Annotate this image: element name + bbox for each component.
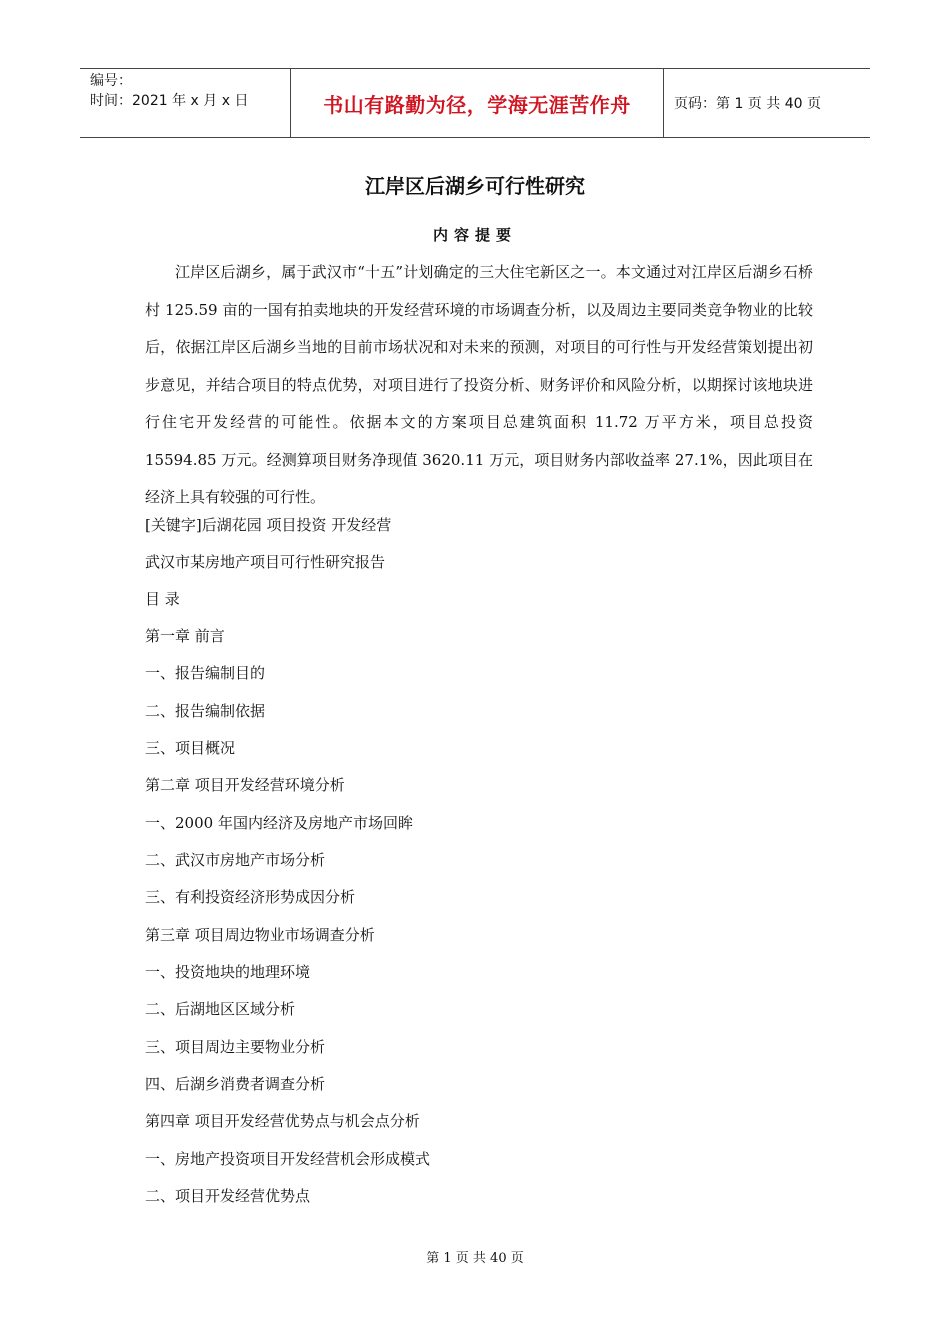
keywords-line: [关键字]后湖花园 项目投资 开发经营 — [145, 516, 392, 534]
toc-item: 四、后湖乡消费者调查分析 — [145, 1075, 326, 1093]
toc-item: 第一章 前言 — [145, 627, 225, 645]
toc-item: 一、投资地块的地理环境 — [145, 963, 311, 981]
toc-item: 二、后湖地区区域分析 — [145, 1000, 296, 1018]
toc-item: 三、有利投资经济形势成因分析 — [145, 888, 356, 906]
toc-item: 第二章 项目开发经营环境分析 — [145, 776, 345, 794]
report-title-line: 武汉市某房地产项目可行性研究报告 — [145, 553, 386, 571]
motto-text: 书山有路勤为径，学海无涯苦作舟 — [323, 92, 631, 117]
toc-item: 一、房地产投资项目开发经营机会形成模式 — [145, 1150, 431, 1168]
page-footer: 第 1 页 共 40 页 — [426, 1251, 524, 1266]
toc-item: 二、项目开发经营优势点 — [145, 1187, 311, 1205]
toc-item: 三、项目概况 — [145, 739, 236, 757]
header-page-info — [664, 69, 870, 137]
abstract-heading: 内容提要 — [432, 226, 517, 244]
toc-item: 二、武汉市房地产市场分析 — [145, 851, 326, 869]
time-label: 时间：2021 年 x 月 x 日 — [90, 93, 249, 109]
toc-item: 第四章 项目开发经营优势点与机会点分析 — [145, 1112, 420, 1130]
number-label: 编号： — [90, 73, 132, 89]
toc-item: 三、项目周边主要物业分析 — [145, 1038, 326, 1056]
header-motto — [291, 69, 664, 137]
toc-item: 一、2000 年国内经济及房地产市场回眸 — [145, 814, 413, 832]
page-header — [80, 68, 870, 138]
document-title: 江岸区后湖乡可行性研究 — [365, 174, 585, 198]
header-meta — [80, 69, 291, 137]
toc-item: 一、报告编制目的 — [145, 664, 266, 682]
toc-item: 第三章 项目周边物业市场调查分析 — [145, 926, 375, 944]
page-info-text: 页码：第 1 页 共 40 页 — [674, 96, 821, 112]
toc-item: 二、报告编制依据 — [145, 702, 266, 720]
toc-heading: 目 录 — [145, 590, 180, 608]
abstract-paragraph: 江岸区后湖乡，属于武汉市“十五”计划确定的三大住宅新区之一。本文通过对江岸区后湖乡石桥村 125.59 亩的一国有拍卖地块的开发经营环境的市场调查分析，以及周边主要同类竞争物业的比较后，依据江岸区后湖乡当地的目前市场状况和对未来的预测，对项目的可行性与开发经营策划提出初步意见，并结合项目的特点优势，对项目进行了投资分析、财务评价和风险分析，以期探讨该地块进行住宅开发经营的可能性。依据本文的方案项目总建筑面积 11.72 万平方米，项目总投资 15594.85 万元。经测算项目财务净现值 3620.11 万元，项目财务内部收益率 27.1%，因此项目在经济上具有较强的可行性。 — [145, 263, 813, 506]
